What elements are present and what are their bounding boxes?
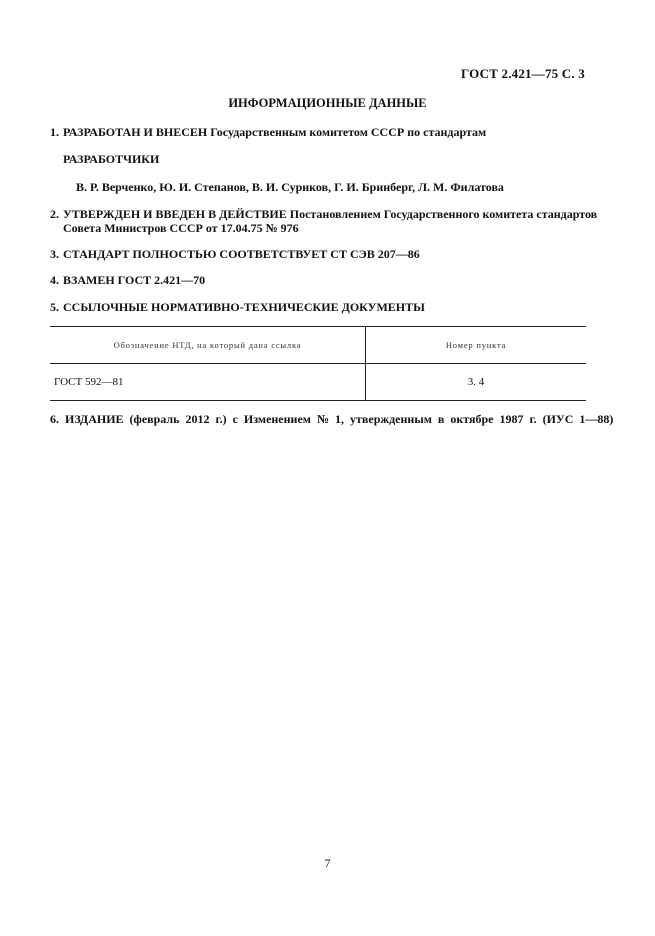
item-number: 2.: [50, 207, 59, 221]
item-text: ССЫЛОЧНЫЕ НОРМАТИВНО-ТЕХНИЧЕСКИЕ ДОКУМЕНТЫ: [63, 300, 425, 314]
info-item-4: [50, 273, 205, 287]
item-text: ИЗДАНИЕ (февраль 2012 г.) с Изменением № 1, утвержденным в октябре 1987 г. (ИУС 1—88): [65, 412, 614, 426]
item-text: СТАНДАРТ ПОЛНОСТЬЮ СООТВЕТСТВУЕТ СТ СЭВ 207—86: [63, 247, 420, 261]
table-cell-clause: 3. 4: [366, 364, 587, 401]
column-header-document: Обозначение НТД, на который дана ссылка: [50, 327, 366, 364]
header-reference: ГОСТ 2.421—75 С. 3: [460, 66, 585, 81]
item-text-line2: Совета Министров СССР от 17.04.75 № 976: [63, 221, 299, 235]
item-text: ВЗАМЕН ГОСТ 2.421—70: [63, 273, 206, 287]
reference-documents-table: [50, 326, 586, 401]
item-number: 6.: [50, 412, 59, 426]
info-item-3: [50, 247, 420, 261]
item-number: 4.: [50, 273, 59, 287]
developers-label: РАЗРАБОТЧИКИ: [63, 152, 160, 166]
item-number: 3.: [50, 247, 59, 261]
section-title: ИНФОРМАЦИОННЫЕ ДАННЫЕ: [228, 96, 427, 110]
table-header-row: [50, 327, 586, 364]
page-number: 7: [324, 856, 331, 870]
info-item-1: [50, 125, 486, 139]
info-item-6: [50, 412, 614, 427]
info-item-5: [50, 300, 425, 314]
item-text-line1: УТВЕРЖДЕН И ВВЕДЕН В ДЕЙСТВИЕ Постановлением Государственного комитета стандартов: [63, 207, 598, 221]
table-cell-document: ГОСТ 592—81: [50, 364, 366, 401]
item-number: 1.: [50, 125, 59, 139]
table-row: [50, 364, 586, 401]
item-text: РАЗРАБОТАН И ВНЕСЕН Государственным комитетом СССР по стандартам: [63, 125, 487, 139]
developers-list: В. Р. Верченко, Ю. И. Степанов, В. И. Суриков, Г. И. Бринберг, Л. М. Филатова: [76, 180, 504, 194]
column-header-clause: Номер пункта: [366, 327, 587, 364]
item-number: 5.: [50, 300, 59, 314]
info-item-2: [50, 207, 597, 235]
